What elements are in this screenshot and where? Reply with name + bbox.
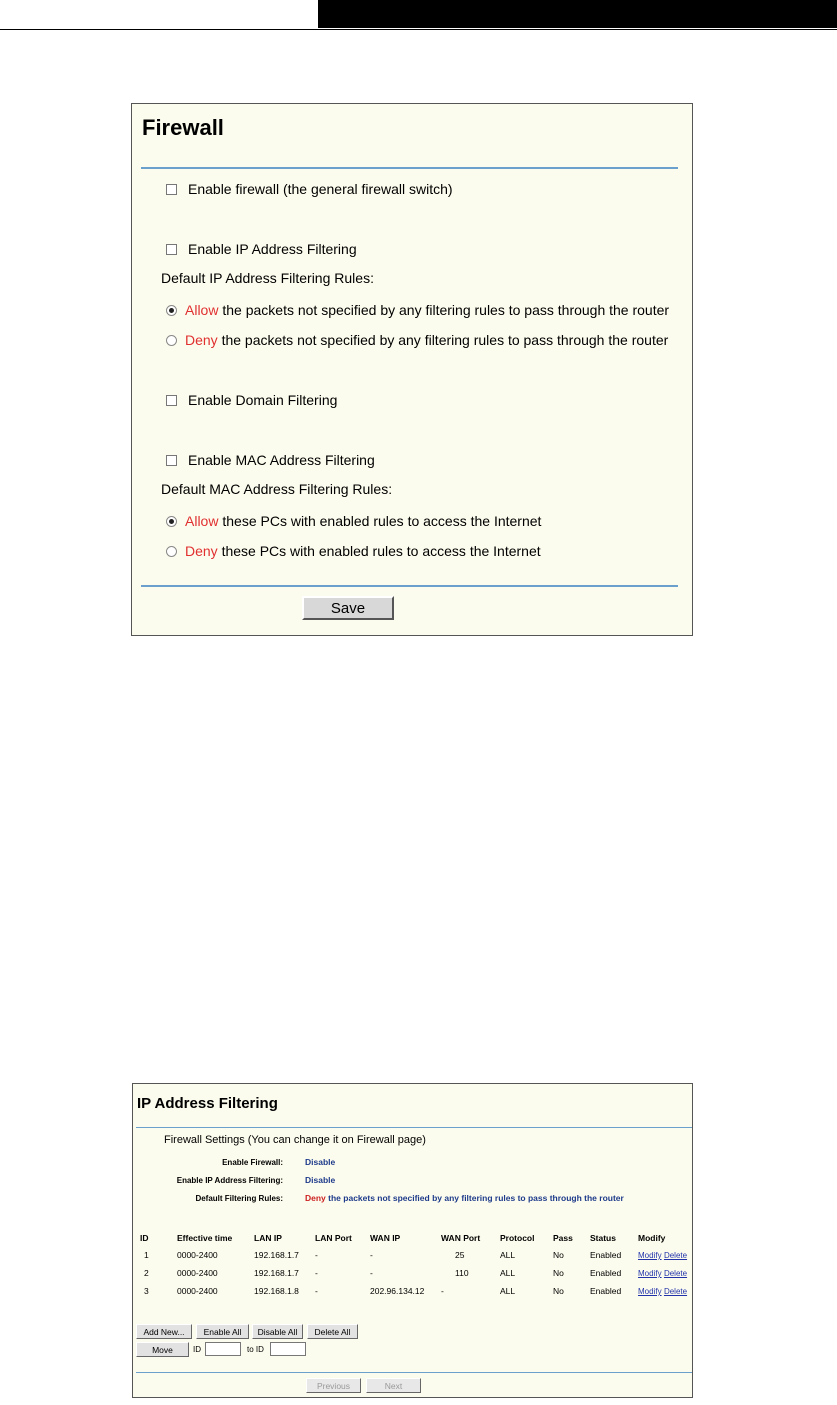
- cell-wan-port: 110: [455, 1268, 469, 1278]
- ip-deny-radio[interactable]: [166, 335, 177, 346]
- page-title: IP Address Filtering: [137, 1095, 278, 1112]
- modify-link[interactable]: Modify: [638, 1287, 662, 1296]
- cell-id: 3: [144, 1286, 149, 1296]
- enable-ip-filtering-label: Enable IP Address Filtering:: [176, 1176, 283, 1185]
- cell-wan-ip: -: [370, 1250, 373, 1260]
- header-bar: [318, 0, 837, 28]
- enable-domain-filtering-label: Enable Domain Filtering: [188, 392, 338, 408]
- cell-lan-port: -: [315, 1268, 318, 1278]
- save-button[interactable]: Save: [302, 596, 394, 620]
- divider: [136, 1127, 692, 1128]
- default-filtering-rules-value: [305, 1193, 624, 1203]
- mac-deny-radio[interactable]: [166, 546, 177, 557]
- cell-modify: [638, 1286, 687, 1296]
- mac-allow-radio[interactable]: [166, 516, 177, 527]
- ip-deny-keyword: Deny: [185, 332, 218, 348]
- cell-modify: [638, 1268, 687, 1278]
- add-new-button[interactable]: Add New...: [136, 1324, 192, 1339]
- delete-link[interactable]: Delete: [663, 1251, 688, 1260]
- next-button[interactable]: Next: [366, 1378, 421, 1393]
- mac-deny-keyword: Deny: [185, 543, 218, 559]
- move-from-id-input[interactable]: [205, 1342, 241, 1356]
- cell-pass: No: [553, 1286, 564, 1296]
- cell-wan-port: 25: [455, 1250, 465, 1260]
- cell-lan-ip: 192.168.1.7: [254, 1268, 299, 1278]
- enable-firewall-label: Enable firewall (the general firewall switch): [188, 181, 453, 197]
- enable-mac-filtering-row: [166, 452, 375, 468]
- mac-deny-text: these PCs with enabled rules to access the Internet: [217, 543, 541, 559]
- cell-pass: No: [553, 1250, 564, 1260]
- ip-deny-row: [166, 332, 668, 348]
- ip-allow-row: [166, 302, 669, 318]
- previous-button[interactable]: Previous: [306, 1378, 361, 1393]
- page-title: Firewall: [142, 115, 224, 140]
- enable-firewall-label: Enable Firewall:: [222, 1158, 283, 1167]
- id-label: ID: [193, 1345, 201, 1354]
- cell-effective-time: 0000-2400: [177, 1268, 218, 1278]
- enable-firewall-checkbox[interactable]: [166, 184, 177, 195]
- default-rule-keyword: Deny: [305, 1193, 326, 1203]
- enable-firewall-value: Disable: [305, 1157, 336, 1167]
- cell-wan-port: -: [441, 1286, 444, 1296]
- firewall-panel: [131, 103, 693, 636]
- firewall-settings-title: Firewall Settings (You can change it on Firewall page): [164, 1134, 426, 1146]
- col-header-wan-port: WAN Port: [441, 1233, 481, 1243]
- cell-lan-ip: 192.168.1.7: [254, 1250, 299, 1260]
- default-rule-text: the packets not specified by any filtering rules to pass through the router: [325, 1193, 624, 1203]
- cell-protocol: ALL: [500, 1268, 516, 1278]
- header-rule: [0, 29, 837, 30]
- delete-all-button[interactable]: Delete All: [307, 1324, 358, 1339]
- cell-protocol: ALL: [500, 1286, 516, 1296]
- default-filtering-rules-label: Default Filtering Rules:: [195, 1194, 283, 1203]
- cell-status: Enabled: [590, 1250, 622, 1260]
- move-button[interactable]: Move: [136, 1342, 189, 1357]
- enable-ip-filtering-checkbox[interactable]: [166, 244, 177, 255]
- default-ip-rules-label: Default IP Address Filtering Rules:: [161, 270, 374, 286]
- mac-allow-row: [166, 513, 541, 529]
- col-header-status: Status: [590, 1233, 616, 1243]
- cell-id: 1: [144, 1250, 149, 1260]
- col-header-pass: Pass: [553, 1233, 573, 1243]
- enable-ip-filtering-row: [166, 241, 357, 257]
- cell-status: Enabled: [590, 1286, 622, 1296]
- modify-link[interactable]: Modify: [638, 1251, 662, 1260]
- divider: [141, 585, 678, 587]
- ip-deny-text: the packets not specified by any filtering rules to pass through the router: [217, 332, 669, 348]
- ip-allow-text: the packets not specified by any filtering rules to pass through the router: [218, 302, 670, 318]
- col-header-protocol: Protocol: [500, 1233, 535, 1243]
- cell-wan-ip: -: [370, 1268, 373, 1278]
- enable-domain-filtering-row: [166, 392, 337, 408]
- mac-deny-row: [166, 543, 541, 559]
- cell-pass: No: [553, 1268, 564, 1278]
- cell-protocol: ALL: [500, 1250, 516, 1260]
- disable-all-button[interactable]: Disable All: [252, 1324, 303, 1339]
- ip-allow-radio[interactable]: [166, 305, 177, 316]
- ip-filtering-panel: [132, 1083, 693, 1398]
- to-id-label: to ID: [247, 1345, 264, 1354]
- enable-mac-filtering-checkbox[interactable]: [166, 455, 177, 466]
- col-header-effective-time: Effective time: [177, 1233, 233, 1243]
- col-header-wan-ip: WAN IP: [370, 1233, 401, 1243]
- cell-lan-port: -: [315, 1286, 318, 1296]
- enable-firewall-row: [166, 181, 453, 197]
- col-header-id: ID: [140, 1233, 149, 1243]
- delete-link[interactable]: Delete: [663, 1287, 688, 1296]
- col-header-lan-ip: LAN IP: [254, 1233, 282, 1243]
- enable-domain-filtering-checkbox[interactable]: [166, 395, 177, 406]
- modify-link[interactable]: Modify: [638, 1269, 662, 1278]
- cell-modify: [638, 1250, 687, 1260]
- col-header-modify: Modify: [638, 1233, 666, 1243]
- cell-lan-ip: 192.168.1.8: [254, 1286, 299, 1296]
- enable-ip-filtering-value: Disable: [305, 1175, 336, 1185]
- default-mac-rules-label: Default MAC Address Filtering Rules:: [161, 481, 393, 497]
- cell-lan-port: -: [315, 1250, 318, 1260]
- enable-all-button[interactable]: Enable All: [196, 1324, 249, 1339]
- cell-wan-ip: 202.96.134.12: [370, 1286, 425, 1296]
- cell-id: 2: [144, 1268, 149, 1278]
- delete-link[interactable]: Delete: [663, 1269, 688, 1278]
- ip-allow-keyword: Allow: [185, 302, 219, 318]
- cell-effective-time: 0000-2400: [177, 1250, 218, 1260]
- cell-effective-time: 0000-2400: [177, 1286, 218, 1296]
- divider: [141, 167, 678, 169]
- col-header-lan-port: LAN Port: [315, 1233, 352, 1243]
- enable-mac-filtering-label: Enable MAC Address Filtering: [188, 452, 375, 468]
- divider: [136, 1372, 692, 1373]
- enable-ip-filtering-label: Enable IP Address Filtering: [188, 241, 357, 257]
- move-to-id-input[interactable]: [270, 1342, 306, 1356]
- mac-allow-keyword: Allow: [185, 513, 219, 529]
- mac-allow-text: these PCs with enabled rules to access the Internet: [218, 513, 542, 529]
- cell-status: Enabled: [590, 1268, 622, 1278]
